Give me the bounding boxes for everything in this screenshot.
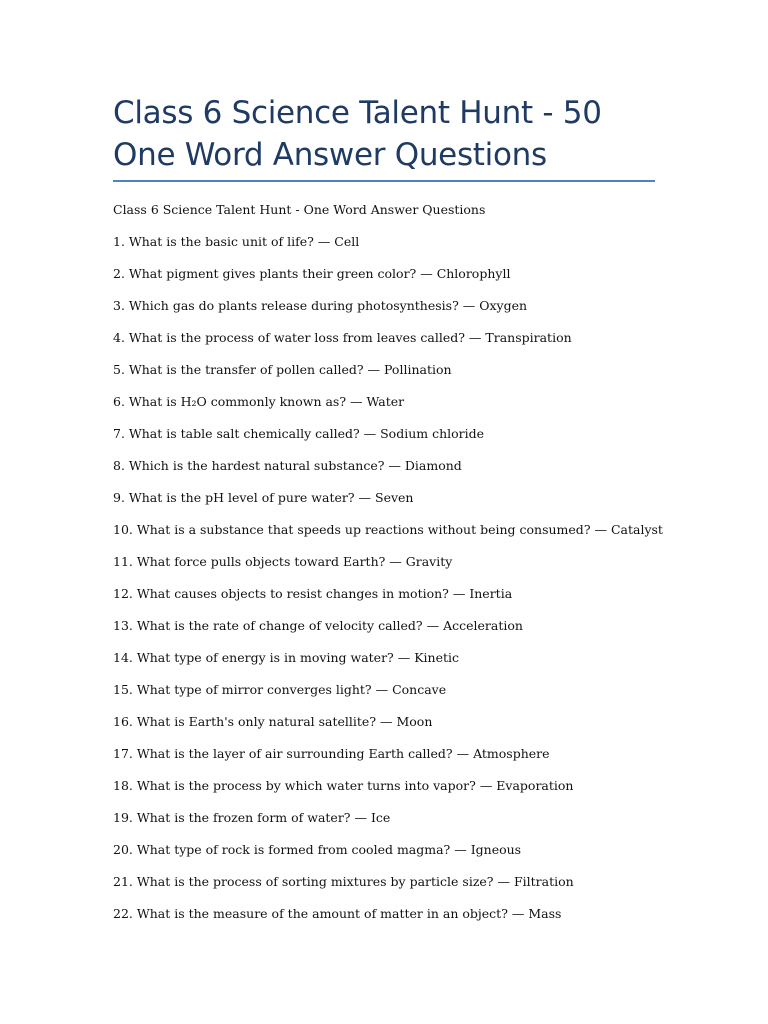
- title-divider: [113, 180, 655, 182]
- question-item: 22. What is the measure of the amount of matter in an object? — Mass: [113, 906, 562, 921]
- question-item: 1. What is the basic unit of life? — Cell: [113, 234, 360, 249]
- question-item: 16. What is Earth's only natural satellite? — Moon: [113, 714, 433, 729]
- question-item: 9. What is the pH level of pure water? — Seven: [113, 490, 414, 505]
- document-page: [113, 92, 663, 922]
- question-item: 11. What force pulls objects toward Earth? — Gravity: [113, 554, 453, 569]
- question-item: 2. What pigment gives plants their green color? — Chlorophyll: [113, 266, 511, 281]
- question-item: 7. What is table salt chemically called? — Sodium chloride: [113, 426, 485, 441]
- question-item: 21. What is the process of sorting mixtures by particle size? — Filtration: [113, 874, 574, 889]
- question-item: 8. Which is the hardest natural substance? — Diamond: [113, 458, 462, 473]
- question-item: 4. What is the process of water loss from leaves called? — Transpiration: [113, 330, 572, 345]
- question-list: [113, 234, 663, 922]
- question-item: 10. What is a substance that speeds up reactions without being consumed? — Catalyst: [113, 522, 663, 537]
- question-item: 15. What type of mirror converges light? — Concave: [113, 682, 447, 697]
- question-item: 14. What type of energy is in moving water? — Kinetic: [113, 650, 460, 665]
- question-item: 17. What is the layer of air surrounding Earth called? — Atmosphere: [113, 746, 550, 761]
- question-item: 12. What causes objects to resist changes in motion? — Inertia: [113, 586, 513, 601]
- question-item: 20. What type of rock is formed from cooled magma? — Igneous: [113, 842, 522, 857]
- question-item: 5. What is the transfer of pollen called? — Pollination: [113, 362, 452, 377]
- document-title: Class 6 Science Talent Hunt - 50 One Word Answer Questions: [113, 95, 602, 173]
- question-item: 6. What is H₂O commonly known as? — Water: [113, 394, 405, 409]
- document-subtitle: Class 6 Science Talent Hunt - One Word Answer Questions: [113, 202, 486, 217]
- question-item: 13. What is the rate of change of velocity called? — Acceleration: [113, 618, 523, 633]
- question-item: 19. What is the frozen form of water? — Ice: [113, 810, 391, 825]
- question-item: 18. What is the process by which water turns into vapor? — Evaporation: [113, 778, 574, 793]
- question-item: 3. Which gas do plants release during photosynthesis? — Oxygen: [113, 298, 528, 313]
